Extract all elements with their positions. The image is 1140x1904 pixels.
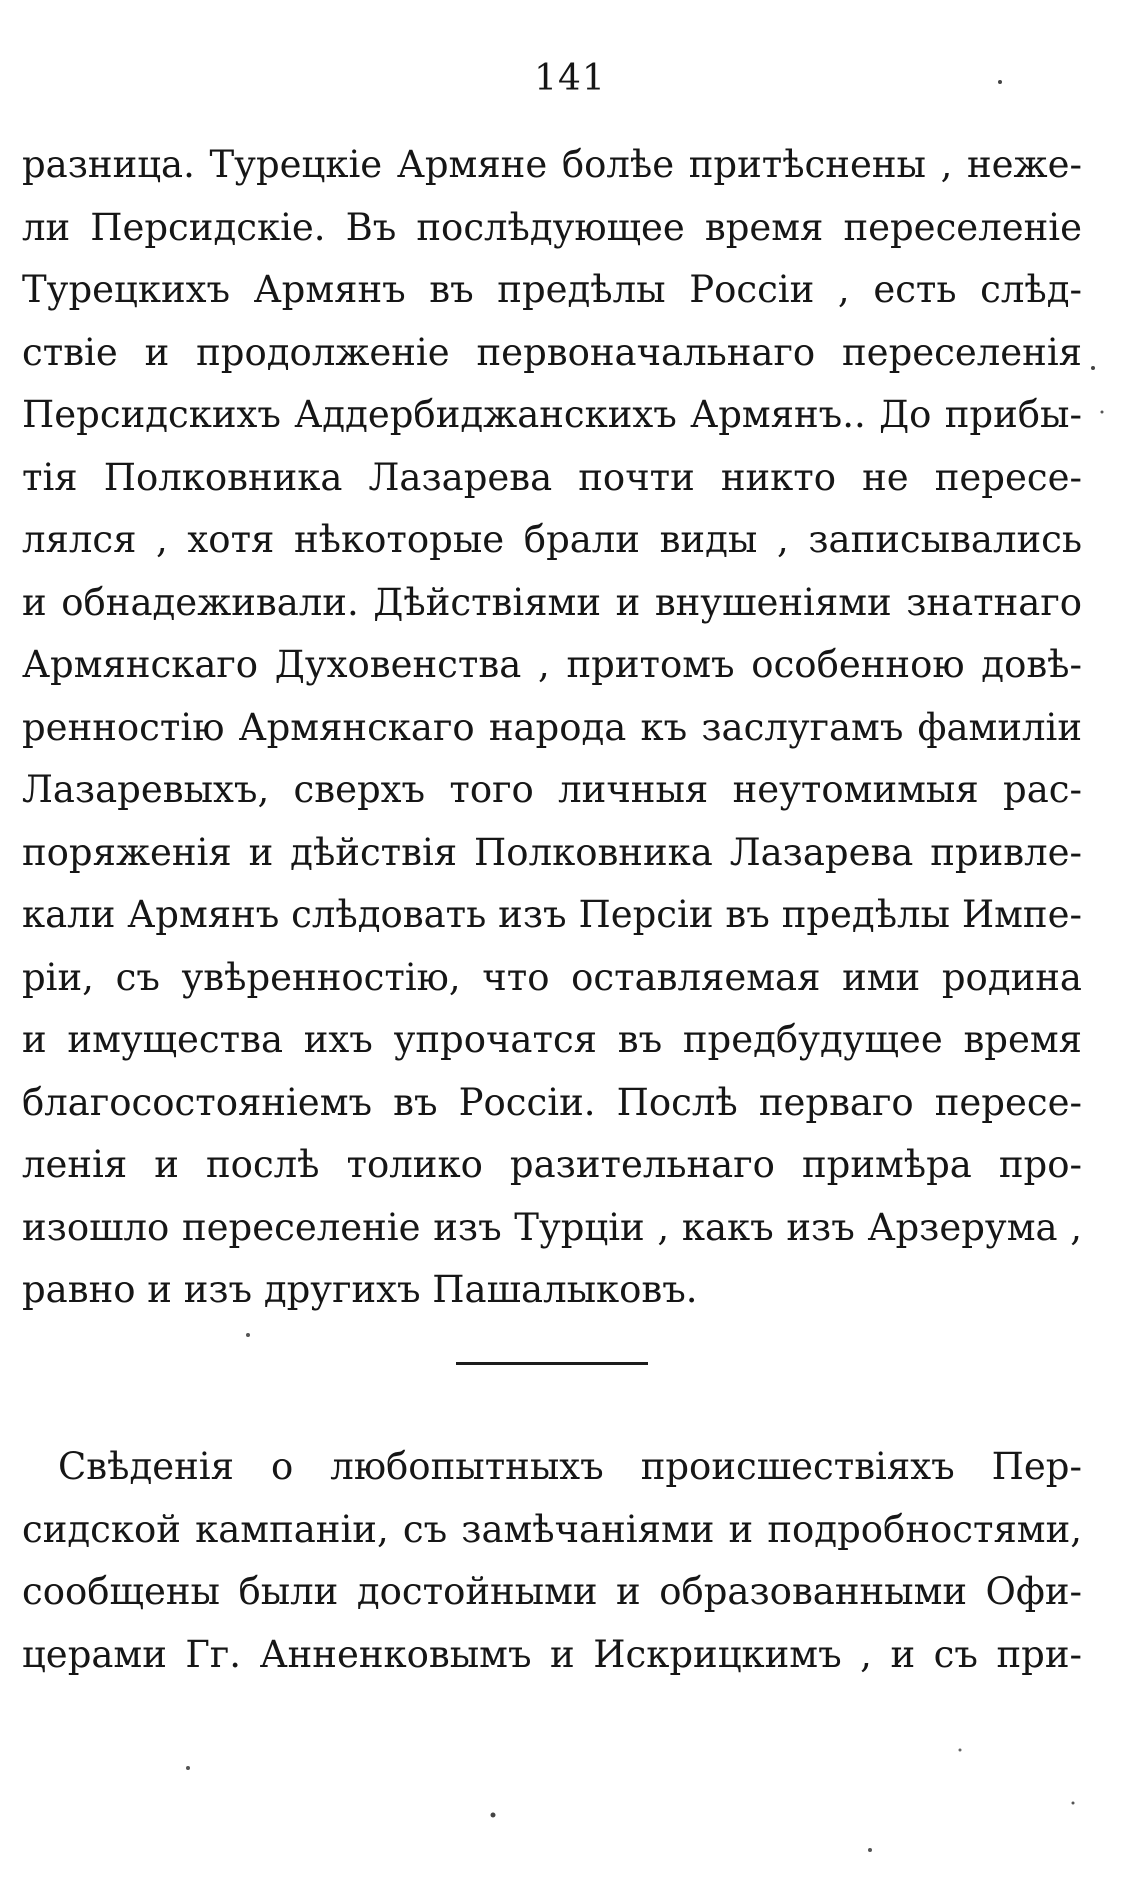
- text-line: ренностію Армянскаго народа къ заслугамъ фамиліи: [22, 705, 1082, 749]
- text-line-last: равно и изъ другихъ Пашалыковъ.: [22, 1268, 698, 1311]
- text-line: ствіе и продолженіе первоначальнаго переселенія: [22, 330, 1082, 374]
- text-line: ленія и послѣ толико разительнаго примѣра про-: [22, 1143, 1082, 1186]
- page-number: 141: [534, 58, 606, 99]
- text-line: ріи, съ увѣренностію, что оставляемая ими родина: [22, 955, 1082, 999]
- speck: [1101, 411, 1104, 414]
- text-line: благосостояніемъ въ Россіи. Послѣ перваго пересе-: [22, 1080, 1082, 1124]
- speck: [1091, 366, 1095, 370]
- text-line: разница. Турецкіе Армяне болѣе притѣснены , неже-: [22, 143, 1082, 186]
- text-line: сообщены были достойными и образованными Офи-: [22, 1570, 1082, 1613]
- paragraph-2: [22, 1436, 1082, 1686]
- text-line: ли Персидскіе. Въ послѣдующее время переселеніе: [22, 205, 1082, 249]
- section-divider: [456, 1362, 648, 1365]
- text-line: и имущества ихъ упрочатся въ предбудущее время: [22, 1018, 1082, 1061]
- text-line: церами Гг. Анненковымъ и Искрицкимъ , и съ при-: [22, 1632, 1082, 1676]
- text-line: кали Армянъ слѣдовать изъ Персіи въ предѣлы Импе-: [22, 893, 1082, 936]
- text-line: Турецкихъ Армянъ въ предѣлы Россіи , есть слѣд-: [22, 268, 1082, 311]
- text-line: Персидскихъ Аддербиджанскихъ Армянъ.. До прибы-: [22, 393, 1082, 436]
- text-line-indented: Свѣденія о любопытныхъ происшествіяхъ Пер-: [58, 1445, 1082, 1488]
- text-line: поряженія и дѣйствія Полковника Лазарева привле-: [22, 830, 1082, 874]
- speck: [959, 1749, 962, 1752]
- speck: [1072, 1802, 1075, 1805]
- paragraph-1: [22, 134, 1082, 1322]
- text-line: сидской кампаніи, съ замѣчаніями и подробностями,: [22, 1507, 1082, 1551]
- text-line: Лазаревыхъ, сверхъ того личныя неутомимыя рас-: [22, 768, 1082, 811]
- text-line: и обнадеживали. Дѣйствіями и внушеніями знатнаго: [22, 580, 1082, 624]
- text-line: тія Полковника Лазарева почти никто не пересе-: [22, 455, 1082, 499]
- speck: [491, 1813, 496, 1818]
- speck: [246, 1333, 250, 1337]
- text-line: Армянскаго Духовенства , притомъ особенною довѣ-: [22, 643, 1082, 686]
- text-line: изошло переселеніе изъ Турціи , какъ изъ Арзерума ,: [22, 1205, 1082, 1249]
- speck: [868, 1848, 872, 1852]
- text-line: лялся , хотя нѣкоторые брали виды , записывались: [22, 518, 1082, 561]
- speck: [186, 1766, 190, 1770]
